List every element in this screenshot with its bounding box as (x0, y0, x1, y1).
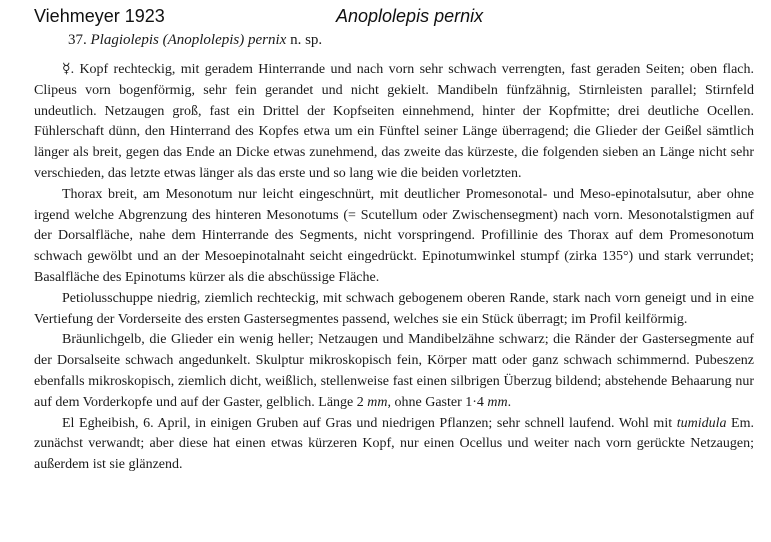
paragraph-text: Petiolusschuppe niedrig, ziemlich rechteckig, mit schwach gebogenem oberen Rande, stark nach vorn geneigt und in eine Vertiefung der Vorderseite des ersten Gastersegmentes passend, welches sie ein Stück überragt; im Profil keilförmig. (34, 290, 754, 327)
species-suffix: n. sp. (290, 32, 323, 48)
unit-mm: mm (487, 394, 508, 410)
paragraph-petiolus (34, 289, 754, 331)
paragraph-locality (34, 414, 754, 476)
header-author-year: Viehmeyer 1923 (34, 6, 165, 26)
paragraph-text: Em. zunächst verwandt; aber diese hat einen etwas kürzeren Kopf, nur einen Ocellus und weiter nach vorn gerückte Netzaugen; außerdem ist sie glänzend. (34, 415, 754, 473)
species-genus-name: Plagiolepis (Anoplolepis) pernix (90, 32, 287, 48)
paragraph-text: El Egheibish, 6. April, in einigen Gruben auf Gras und niedrigen Pflanzen; sehr schnell laufend. Wohl mit (62, 415, 677, 431)
paragraph-text: Thorax breit, am Mesonotum nur leicht eingeschnürt, mit deutlicher Promesonotal- und Meso-epinotalsutur, aber ohne irgend welche Abgrenzung des hinteren Mesonotums (= Scutellum oder Zwischensegment) nach vorn. Mesonotalstigmen auf der Dorsalfläche, nahe dem Hinterrande des Segments, nicht vorspringend. Profillinie des Thorax auf dem Promesonotum schwach gewölbt und an der Mesoepinotalnaht seicht eingedrückt. Epinotumwinkel stumpf (zirka 135°) und stark verrundet; Basalfläche des Epinotums kürzer als die abschüssige Fläche. (34, 186, 754, 285)
unit-mm: mm (367, 394, 388, 410)
paragraph-text: ☿. Kopf rechteckig, mit geradem Hinterrande und nach vorn sehr schwach verrengten, fast geraden Seiten; oben flach. Clipeus vorn bogenförmig, sehr fein gerandet und nicht gekielt. Mandibeln fünfzähnig, Stirnleisten parallel; Stirnfeld undeutlich. Netzaugen groß, fast ein Drittel der Kopfseiten einnehmend, hinter der Kopfmitte; drei deutliche Ocellen. Fühlerschaft dünn, den Hinterrand des Kopfes etwa um ein Fünftel seiner Länge überragend; die Glieder der Geißel sämtlich länger als breit, gegen das Ende an Dicke etwas zunehmend, das zweite das kürzeste, die folgenden sieben an Länge nicht sehr verschieden, das letzte etwas länger als das erste und so lang wie die beiden vorletzten. (34, 62, 754, 181)
species-number: 37. (68, 32, 87, 48)
description-body (34, 60, 754, 476)
header-species: Anoplolepis pernix (336, 6, 484, 26)
paragraph-thorax (34, 185, 754, 289)
species-reference: tumidula (676, 415, 727, 431)
paragraph-coloration (34, 330, 754, 413)
paragraph-text: . (507, 394, 512, 410)
paragraph-text: Bräunlichgelb, die Glieder ein wenig heller; Netzaugen und Mandibelzähne schwarz; die Ränder der Gastersegmente auf der Dorsalseite schwach angedunkelt. Skulptur mikroskopisch fein, Körper matt oder ganz schwach schimmernd. Pubeszenz ebenfalls mikroskopisch, ziemlich dicht, weißlich, stellenweise fast einen silbrigen Überzug bildend; abstehende Behaarung nur auf dem Vorderkopfe und auf der Gaster, gelblich. Länge 2 (34, 332, 754, 410)
paragraph-text: , ohne Gaster 1·4 (387, 394, 488, 410)
species-heading (68, 32, 322, 49)
paragraph-head (34, 60, 754, 185)
